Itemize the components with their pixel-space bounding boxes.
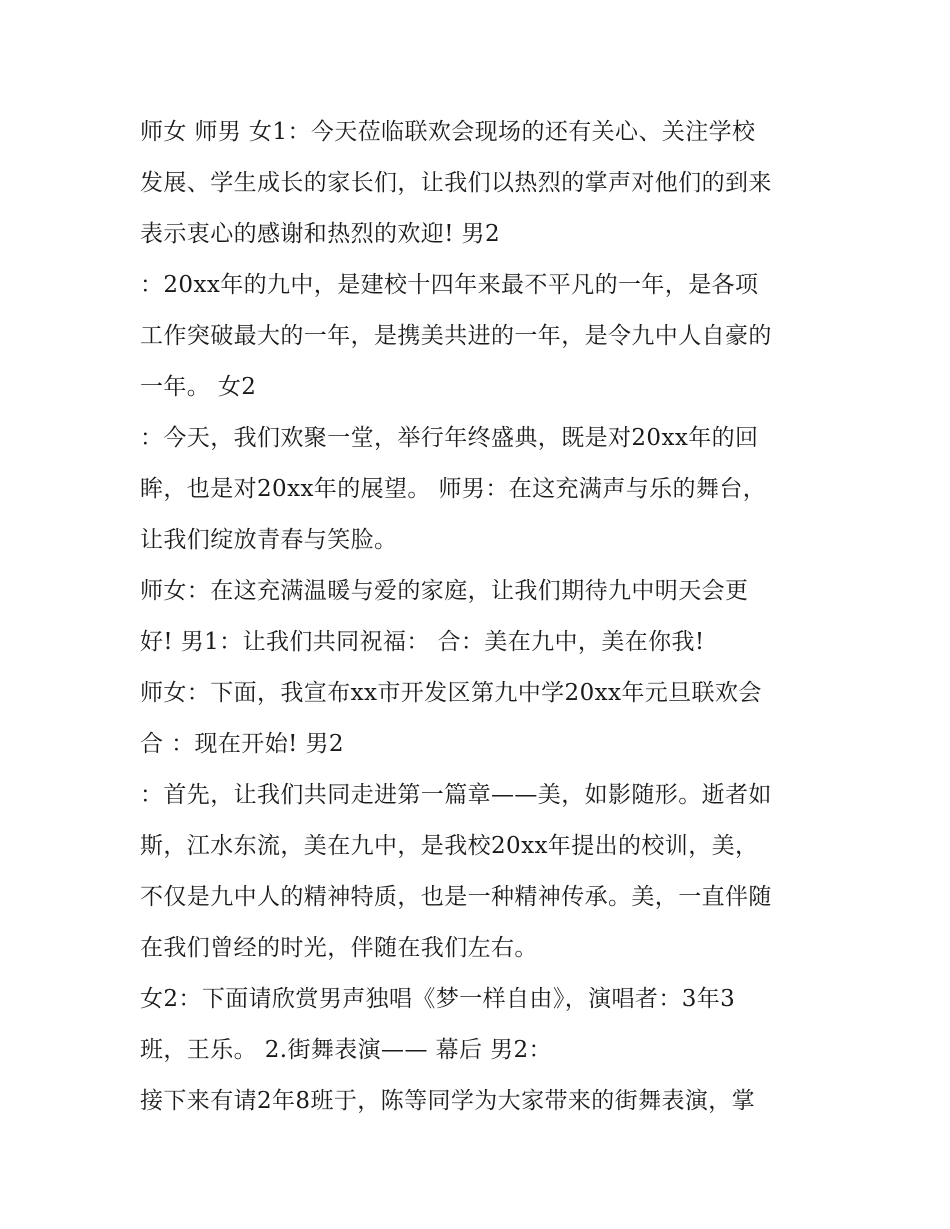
text-line: 师女：下面，我宣布xx市开发区第九中学20xx年元旦联欢会 <box>140 680 762 706</box>
text-line: 班，王乐。 2.街舞表演—— 幕后 男2： <box>140 1037 552 1063</box>
text-line: 女2：下面请欣赏男声独唱《梦一样自由》，演唱者：3年3 <box>140 986 736 1012</box>
text-line: 一年。 女2 <box>140 374 257 400</box>
text-line: 不仅是九中人的精神特质，也是一种精神传承。美，一直伴随 <box>140 884 772 910</box>
text-line: 师女 师男 女1：今天莅临联欢会现场的还有关心、关注学校 <box>140 119 756 145</box>
text-line: 好! 男1：让我们共同祝福： 合：美在九中，美在你我! <box>140 629 705 655</box>
text-line: 在我们曾经的时光，伴随在我们左右。 <box>140 935 538 961</box>
text-line: 表示衷心的感谢和热烈的欢迎! 男2 <box>140 221 500 247</box>
text-line: 合 ：现在开始! 男2 <box>140 731 344 757</box>
text-line: ：首先，让我们共同走进第一篇章——美，如影随形。逝者如 <box>140 782 772 808</box>
text-line: 让我们绽放青春与笑脸。 <box>140 527 398 553</box>
text-line: 发展、学生成长的家长们，让我们以热烈的掌声对他们的到来 <box>140 170 772 196</box>
text-line: 斯，江水东流，美在九中，是我校20xx年提出的校训，美， <box>140 833 759 859</box>
text-line: 眸，也是对20xx年的展望。 师男：在这充满声与乐的舞台， <box>140 476 767 502</box>
text-line: ：今天，我们欢聚一堂，举行年终盛典，既是对20xx年的回 <box>140 425 759 451</box>
text-line: 师女：在这充满温暖与爱的家庭，让我们期待九中明天会更 <box>140 578 749 604</box>
text-line: 接下来有请2年8班于，陈等同学为大家带来的街舞表演，掌 <box>140 1088 756 1114</box>
text-line: ：20xx年的九中，是建校十四年来最不平凡的一年，是各项 <box>140 272 759 298</box>
text-line: 工作突破最大的一年，是携美共进的一年，是令九中人自豪的 <box>140 323 772 349</box>
document-body <box>140 107 820 1127</box>
